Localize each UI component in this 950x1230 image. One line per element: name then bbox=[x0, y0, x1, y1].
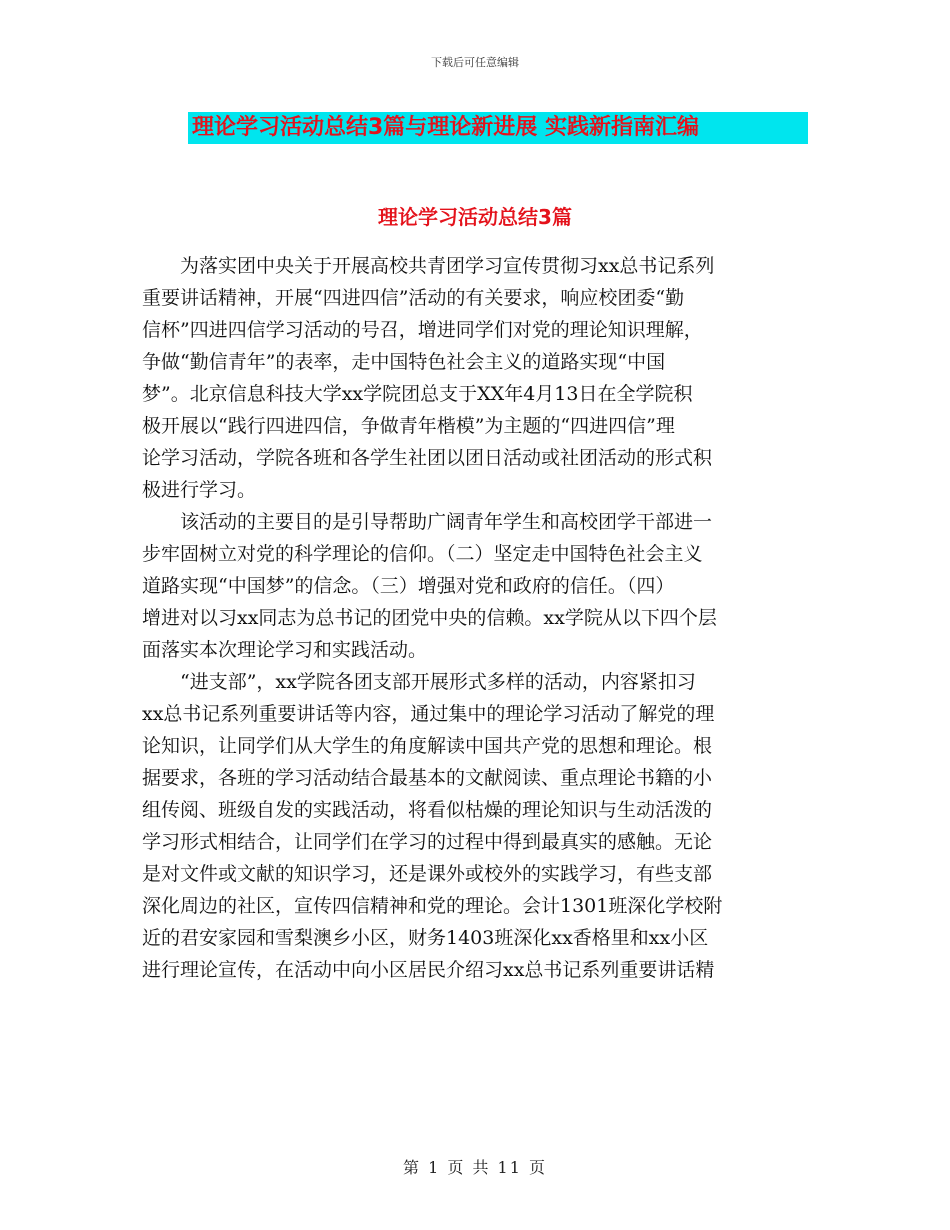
text-line: 面落实本次理论学习和实践活动。 bbox=[142, 639, 428, 661]
text-line: “进支部”，xx学院各团支部开展形式多样的活动，内容紧扣习 bbox=[180, 671, 696, 693]
document-body bbox=[142, 250, 812, 986]
text-line: xx总书记系列重要讲话等内容，通过集中的理论学习活动了解党的理 bbox=[142, 703, 715, 725]
paragraph-1 bbox=[142, 250, 812, 506]
text-line: 信杯”四进四信学习活动的号召，增进同学们对党的理论知识理解， bbox=[142, 319, 703, 341]
document-title: 理论学习活动总结3篇与理论新进展 实践新指南汇编 bbox=[188, 112, 808, 144]
text-line: 学习形式相结合，让同学们在学习的过程中得到最真实的感触。无论 bbox=[142, 831, 713, 853]
text-line: 深化周边的社区，宣传四信精神和党的理论。会计1301班深化学校附 bbox=[142, 895, 723, 917]
text-line: 进行理论宣传，在活动中向小区居民介绍习xx总书记系列重要讲话精 bbox=[142, 959, 715, 981]
page-footer: 第 1 页 共 11 页 bbox=[403, 1158, 547, 1177]
text-line: 该活动的主要目的是引导帮助广阔青年学生和高校团学干部进一 bbox=[180, 511, 713, 533]
text-line: 极开展以“践行四进四信，争做青年楷模”为主题的“四进四信”理 bbox=[142, 415, 675, 437]
section-title: 理论学习活动总结3篇 bbox=[378, 205, 572, 229]
text-line: 争做“勤信青年”的表率，走中国特色社会主义的道路实现“中国 bbox=[142, 351, 666, 373]
page-header: 下载后可任意编辑 bbox=[431, 56, 519, 69]
text-line: 重要讲话精神，开展“四进四信”活动的有关要求，响应校团委“勤 bbox=[142, 287, 685, 309]
text-line: 论学习活动，学院各班和各学生社团以团日活动或社团活动的形式积 bbox=[142, 447, 713, 469]
text-line: 是对文件或文献的知识学习，还是课外或校外的实践学习，有些支部 bbox=[142, 863, 713, 885]
text-line: 道路实现“中国梦”的信念。（三）增强对党和政府的信任。（四） bbox=[142, 575, 675, 597]
text-line: 组传阅、班级自发的实践活动，将看似枯燥的理论知识与生动活泼的 bbox=[142, 799, 713, 821]
paragraph-3 bbox=[142, 666, 812, 986]
text-line: 论知识，让同学们从大学生的角度解读中国共产党的思想和理论。根 bbox=[142, 735, 713, 757]
text-line: 为落实团中央关于开展高校共青团学习宣传贯彻习xx总书记系列 bbox=[180, 255, 715, 277]
text-line: 极进行学习。 bbox=[142, 479, 257, 501]
text-line: 梦”。北京信息科技大学xx学院团总支于XX年4月13日在全学院积 bbox=[142, 383, 693, 405]
text-line: 增进对以习xx同志为总书记的团党中央的信赖。xx学院从以下四个层 bbox=[142, 607, 717, 629]
text-line: 近的君安家园和雪梨澳乡小区，财务1403班深化xx香格里和xx小区 bbox=[142, 927, 709, 949]
document-title-block bbox=[188, 112, 808, 144]
paragraph-2 bbox=[142, 506, 812, 666]
text-line: 据要求，各班的学习活动结合最基本的文献阅读、重点理论书籍的小 bbox=[142, 767, 713, 789]
text-line: 步牢固树立对党的科学理论的信仰。（二）坚定走中国特色社会主义 bbox=[142, 543, 703, 565]
